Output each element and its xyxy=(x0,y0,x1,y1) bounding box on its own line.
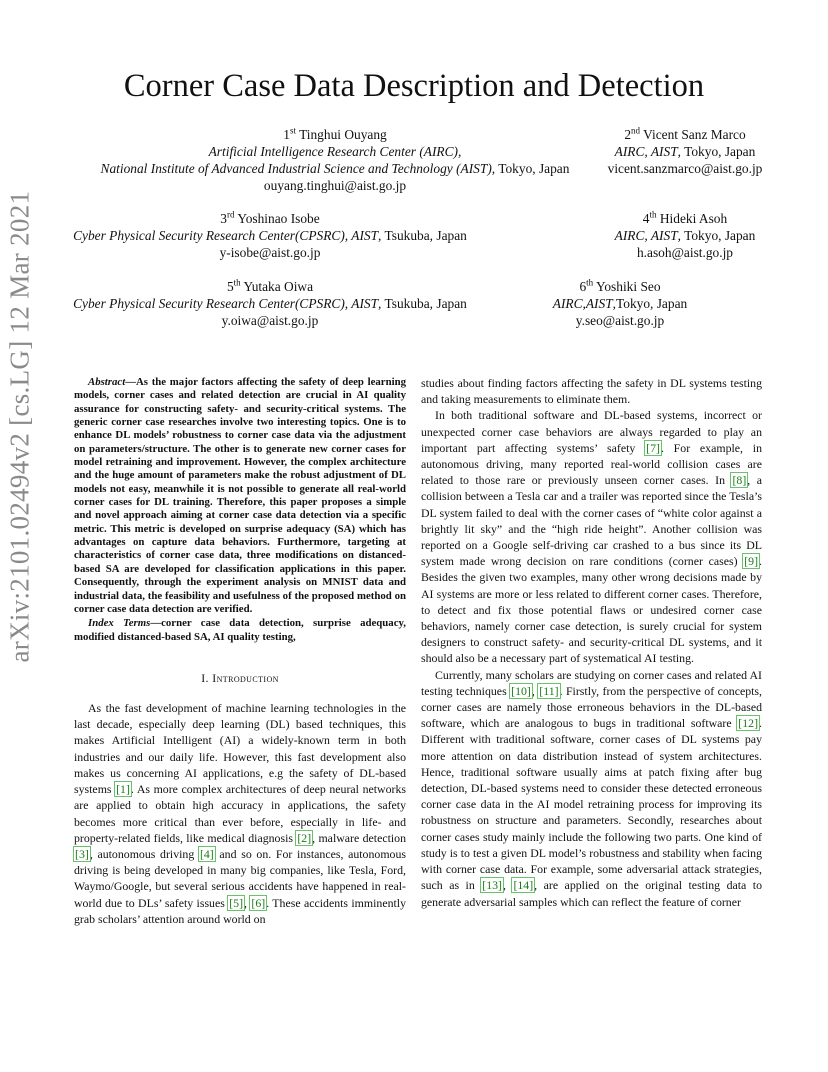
body-paragraph: In both traditional software and DL-based systems, incorrect or unexpected corner case behaviors are always regarded to play an important part affecting systems’ safety [7]. For example, in autonomous driving, many reported real-world collision cases are related to those rare or previously unseen corner cases. In [8], a collision between a Tesla car and a trailer was reported since the Tesla’s DL system failed to deal with the corner cases of “white color against a brightly lit sky” and the “high ride height”. Another collision was reported on a Google self-driving car crashed to a bus since its DL system made wrong decision on rare conditions (corner cases) [9]. Besides the given two examples, many other wrong decisions made by AI systems are more or less related to different corner cases. Therefore, to detect and fix those potential flaws or undesired corner case behaviors, namely corner case detection, is surely crucial for system designers to construct safety- and security-critical DL systems, and it should also be a necessary part of systematical AI testing. xyxy=(421,408,762,666)
arxiv-identifier-stamp: arXiv:2101.02494v2 [cs.LG] 12 Mar 2021 xyxy=(4,190,35,663)
abstract: Abstract—As the major factors affecting the safety of deep learning models, corner cases and related detection are crucial in AI quality assurance for constructing safety- and security-critical systems. The generic corner case researches involve two interesting topics. One is to enhance DL models’ robustness to corner case data via the adjustment on parameters/structure. The other is to generate new corner cases for model retraining and improvement. However, the complex architecture and the huge amount of parameters make the robust adjustment of DL models not easy, meanwhile it is not possible to generate all real-world corner cases for DL training. Therefore, this paper proposes a simple and novel approach aiming at corner case data detection via a specific metric. This metric is developed on surprise adequacy (SA) which has advantages on capture data behaviors. Furthermore, targeting at characteristics of corner case data, three modifications on distanced-based SA are developed for classification applications in this paper. Consequently, through the experiment analysis on MNIST data and industrial data, the feasibility and usefulness of the proposed method on corner case data detection are verified. xyxy=(74,376,406,615)
author-affiliation: National Institute of Advanced Industrial Science and Technology (AIST), Tokyo, Japan xyxy=(100,161,570,176)
citation-link[interactable]: [4] xyxy=(199,846,214,861)
citation-link[interactable]: [2] xyxy=(297,830,312,845)
paper-title: Corner Case Data Description and Detection xyxy=(123,68,705,104)
citation-link[interactable]: [14] xyxy=(513,878,534,893)
citation-link[interactable]: [5] xyxy=(229,895,244,910)
citation-link[interactable]: [9] xyxy=(744,554,759,569)
author-affiliation: Artificial Intelligence Research Center (AIRC), xyxy=(208,144,462,159)
author-email: vicent.sanzmarco@aist.go.jp xyxy=(607,161,763,176)
author-name: 1st Tinghui Ouyang xyxy=(283,125,387,142)
citation-link[interactable]: [12] xyxy=(738,716,759,731)
author-name: 5th Yutaka Oiwa xyxy=(226,277,314,294)
index-terms: Index Terms—corner case data detection, surprise adequacy, modified distanced-based SA, AI quality testing, xyxy=(74,617,406,643)
author-affiliation: Cyber Physical Security Research Center(CPSRC), AIST, Tsukuba, Japan xyxy=(73,296,467,311)
author-block-3 xyxy=(58,210,482,261)
body-paragraph: Currently, many scholars are studying on corner cases and related AI testing techniques [10], [11]. Firstly, from the perspective of concepts, corner cases are namely those erroneous behaviors in the DL-based software, which are analogous to bugs in traditional software [12]. Different with traditional software, corner cases of DL systems pay more attention on data distribution instead of system architectures. Hence, traditional software usually aims at patch fixing after bug detection, DL-based systems need to consider these detected erroneous corner case data in the AI model retraining process for improving its robustness on structure and parameters. Secondly, researches about corner cases study mainly include the following two parts. One kind of study is to test a given DL model’s robustness and stability when facing with corner case data. For example, some adversarial attack strategies, such as in [13], [14], are applied on the original testing data to generate adversarial samples which can reflect the feature of corner xyxy=(421,667,763,909)
author-affiliation: AIRC, AIST, Tokyo, Japan xyxy=(614,228,756,243)
author-block-6 xyxy=(530,278,710,329)
author-name: 2nd Vicent Sanz Marco xyxy=(624,125,746,142)
author-email: y.oiwa@aist.go.jp xyxy=(221,313,319,328)
citation-link[interactable]: [6] xyxy=(251,895,266,910)
author-email: h.asoh@aist.go.jp xyxy=(636,245,734,260)
author-block-2 xyxy=(596,126,774,177)
author-name: 6th Yoshiki Seo xyxy=(579,277,661,294)
author-affiliation: AIRC, AIST, Tokyo, Japan xyxy=(614,144,756,159)
citation-link[interactable]: [3] xyxy=(75,846,89,861)
author-name: 4th Hideki Asoh xyxy=(642,209,728,226)
author-email: y.seo@aist.go.jp xyxy=(575,313,665,328)
author-affiliation: Cyber Physical Security Research Center(CPSRC), AIST, Tsukuba, Japan xyxy=(73,228,467,243)
author-email: y-isobe@aist.go.jp xyxy=(219,245,321,260)
author-name: 3rd Yoshinao Isobe xyxy=(220,209,320,226)
citation-link[interactable]: [7] xyxy=(646,440,660,455)
citation-link[interactable]: [8] xyxy=(732,473,747,488)
body-paragraph: studies about finding factors affecting the safety in DL systems testing and taking measurements to eliminate them. xyxy=(421,376,762,407)
citation-link[interactable]: [11] xyxy=(539,683,559,698)
author-email: ouyang.tinghui@aist.go.jp xyxy=(263,178,407,193)
author-affiliation: AIRC,AIST,Tokyo, Japan xyxy=(552,296,688,311)
author-block-5 xyxy=(58,278,482,329)
author-block-4 xyxy=(592,210,778,261)
left-column xyxy=(74,376,406,927)
citation-link[interactable]: [10] xyxy=(511,683,531,698)
intro-paragraph: As the fast development of machine learning technologies in the last decade, especially deep learning (DL) based techniques, this makes Artificial Intelligent (AI) a widely-known term in both industries and our daily life. However, this fast development also makes us concerning AI applications, e.g the safety of DL-based systems [1]. As more complex architectures of deep neural networks are applied to obtain high accuracy in applications, the safety becomes more critical than ever before, especially in life- and property-related fields, like medical diagnosis [2], malware detection [3], autonomous driving [4] and so on. For instances, autonomous driving is being developed in many big companies, like Tesla, Ford, Waymo/Google, but several serious accidents have happened in real-world due to DLs’ safety issues [5], [6]. These accidents imminently grab scholars’ attention around world on xyxy=(74,701,407,926)
citation-link[interactable]: [13] xyxy=(482,878,502,893)
citation-link[interactable]: [1] xyxy=(116,782,130,797)
section-heading-introduction: I. Introduction xyxy=(201,670,279,685)
right-column xyxy=(421,375,762,910)
author-block-1 xyxy=(70,126,600,194)
